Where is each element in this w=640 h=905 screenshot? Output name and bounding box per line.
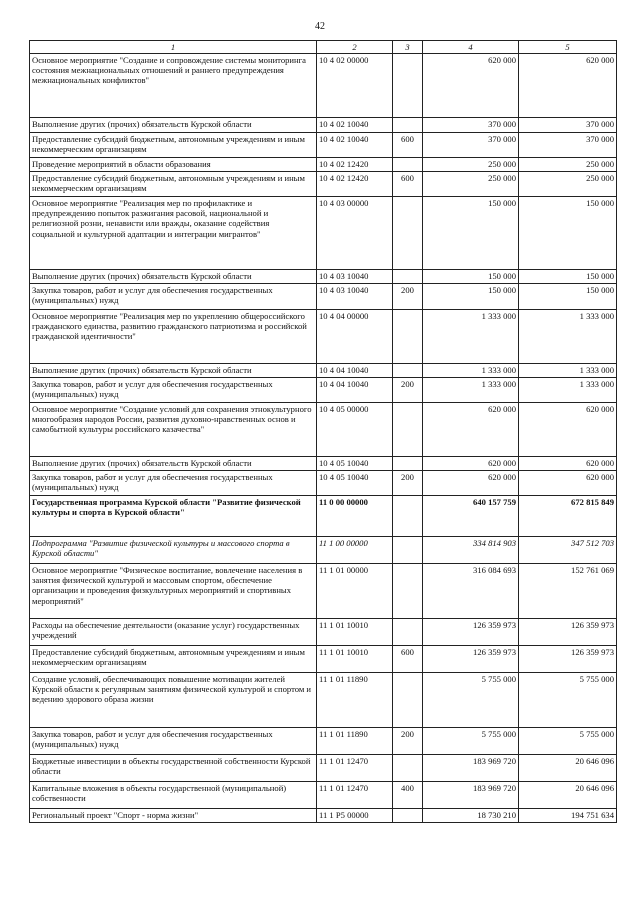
row-amount-year1-cell: 1 333 000 [423, 310, 519, 364]
row-amount-year1-cell: 640 157 759 [423, 496, 519, 537]
row-amount-year2-cell: 194 751 634 [519, 809, 617, 823]
row-expense-type-cell [393, 537, 423, 564]
row-name-cell: Основное мероприятие "Создание условий для сохранения этнокультурного многообразия народов России, развития духовно-нравственных основ и самобытной культуры российского казачества" [30, 403, 317, 457]
row-expense-type-cell [393, 673, 423, 728]
row-amount-year2-cell: 1 333 000 [519, 378, 617, 403]
table-row [30, 619, 617, 646]
table-row [30, 728, 617, 755]
row-expense-type-cell: 200 [393, 728, 423, 755]
table-row [30, 471, 617, 496]
row-code-cell: 11 1 01 11890 [317, 728, 393, 755]
row-amount-year1-cell: 620 000 [423, 54, 519, 118]
row-expense-type-cell [393, 403, 423, 457]
row-amount-year1-cell: 334 814 903 [423, 537, 519, 564]
row-code-cell: 10 4 05 10040 [317, 471, 393, 496]
row-amount-year1-cell: 620 000 [423, 471, 519, 496]
row-expense-type-cell [393, 619, 423, 646]
table-row [30, 378, 617, 403]
row-name-cell: Выполнение других (прочих) обязательств Курской области [30, 118, 317, 133]
row-amount-year1-cell: 18 730 210 [423, 809, 519, 823]
row-name-cell: Основное мероприятие "Создание и сопровождение системы мониторинга состояния межнациональных отношений и раннего предупреждения межнациональных конфликтов" [30, 54, 317, 118]
row-amount-year1-cell: 250 000 [423, 172, 519, 197]
row-name-cell: Выполнение других (прочих) обязательств Курской области [30, 364, 317, 378]
row-amount-year2-cell: 250 000 [519, 158, 617, 172]
row-amount-year2-cell: 1 333 000 [519, 364, 617, 378]
row-code-cell: 11 1 01 12470 [317, 782, 393, 809]
row-amount-year1-cell: 126 359 973 [423, 619, 519, 646]
table-row [30, 457, 617, 471]
row-amount-year2-cell: 150 000 [519, 197, 617, 270]
table-row [30, 284, 617, 310]
table-row [30, 755, 617, 782]
row-amount-year2-cell: 1 333 000 [519, 310, 617, 364]
row-expense-type-cell [393, 118, 423, 133]
row-code-cell: 11 1 P5 00000 [317, 809, 393, 823]
row-name-cell: Расходы на обеспечение деятельности (оказание услуг) государственных учреждений [30, 619, 317, 646]
row-name-cell: Закупка товаров, работ и услуг для обеспечения государственных (муниципальных) нужд [30, 728, 317, 755]
row-expense-type-cell: 200 [393, 284, 423, 310]
row-amount-year2-cell: 126 359 973 [519, 646, 617, 673]
row-name-cell: Создание условий, обеспечивающих повышение мотивации жителей Курской области к регулярным занятиям физической культурой и спортом и ведению здорового образа жизни [30, 673, 317, 728]
row-expense-type-cell: 400 [393, 782, 423, 809]
row-expense-type-cell: 600 [393, 646, 423, 673]
row-amount-year1-cell: 316 084 693 [423, 564, 519, 619]
row-code-cell: 11 1 01 10010 [317, 646, 393, 673]
row-name-cell: Закупка товаров, работ и услуг для обеспечения государственных (муниципальных) нужд [30, 471, 317, 496]
row-amount-year2-cell: 370 000 [519, 133, 617, 158]
row-amount-year1-cell: 250 000 [423, 158, 519, 172]
row-name-cell: Региональный проект "Спорт - норма жизни" [30, 809, 317, 823]
row-amount-year1-cell: 620 000 [423, 457, 519, 471]
row-expense-type-cell [393, 197, 423, 270]
row-code-cell: 10 4 05 10040 [317, 457, 393, 471]
row-amount-year1-cell: 5 755 000 [423, 673, 519, 728]
row-amount-year1-cell: 183 969 720 [423, 755, 519, 782]
row-amount-year1-cell: 150 000 [423, 197, 519, 270]
row-amount-year2-cell: 620 000 [519, 471, 617, 496]
row-amount-year1-cell: 1 333 000 [423, 378, 519, 403]
header-col-4: 4 [423, 41, 519, 54]
row-code-cell: 11 1 01 00000 [317, 564, 393, 619]
table-row [30, 118, 617, 133]
row-code-cell: 10 4 04 10040 [317, 378, 393, 403]
table-row [30, 364, 617, 378]
row-amount-year1-cell: 126 359 973 [423, 646, 519, 673]
row-name-cell: Проведение мероприятий в области образования [30, 158, 317, 172]
header-col-1: 1 [30, 41, 317, 54]
row-name-cell: Капитальные вложения в объекты государственной (муниципальной) собственности [30, 782, 317, 809]
table-row [30, 673, 617, 728]
table-row [30, 310, 617, 364]
row-amount-year2-cell: 620 000 [519, 457, 617, 471]
row-amount-year1-cell: 150 000 [423, 284, 519, 310]
row-amount-year2-cell: 152 761 069 [519, 564, 617, 619]
table-row [30, 403, 617, 457]
row-expense-type-cell [393, 457, 423, 471]
row-name-cell: Закупка товаров, работ и услуг для обеспечения государственных (муниципальных) нужд [30, 378, 317, 403]
row-amount-year2-cell: 620 000 [519, 403, 617, 457]
row-name-cell: Выполнение других (прочих) обязательств Курской области [30, 270, 317, 284]
row-amount-year2-cell: 20 646 096 [519, 755, 617, 782]
table-row [30, 782, 617, 809]
table-row [30, 197, 617, 270]
row-code-cell: 11 0 00 00000 [317, 496, 393, 537]
row-code-cell: 10 4 03 10040 [317, 284, 393, 310]
row-name-cell: Бюджетные инвестиции в объекты государственной собственности Курской области [30, 755, 317, 782]
table-row [30, 564, 617, 619]
row-amount-year1-cell: 1 333 000 [423, 364, 519, 378]
row-name-cell: Закупка товаров, работ и услуг для обеспечения государственных (муниципальных) нужд [30, 284, 317, 310]
row-expense-type-cell [393, 809, 423, 823]
header-col-2: 2 [317, 41, 393, 54]
row-amount-year2-cell: 126 359 973 [519, 619, 617, 646]
row-amount-year1-cell: 620 000 [423, 403, 519, 457]
row-amount-year1-cell: 370 000 [423, 133, 519, 158]
row-expense-type-cell [393, 158, 423, 172]
table-row [30, 270, 617, 284]
row-code-cell: 10 4 03 00000 [317, 197, 393, 270]
row-name-cell: Основное мероприятие "Реализация мер по профилактике и предупреждению попыток разжигания расовой, национальной и религиозной розни, ненависти или вражды, оказание содействия социальной и культурной адаптации и интеграции мигрантов" [30, 197, 317, 270]
row-expense-type-cell: 600 [393, 133, 423, 158]
row-amount-year2-cell: 347 512 703 [519, 537, 617, 564]
row-code-cell: 10 4 03 10040 [317, 270, 393, 284]
row-expense-type-cell: 600 [393, 172, 423, 197]
row-amount-year2-cell: 150 000 [519, 270, 617, 284]
table-row [30, 54, 617, 118]
row-name-cell: Основное мероприятие "Реализация мер по укреплению общероссийского гражданского единства, развитию гражданского патриотизма и российской гражданской идентичности" [30, 310, 317, 364]
row-expense-type-cell [393, 310, 423, 364]
row-amount-year1-cell: 370 000 [423, 118, 519, 133]
row-code-cell: 10 4 02 10040 [317, 133, 393, 158]
row-expense-type-cell [393, 755, 423, 782]
row-amount-year2-cell: 672 815 849 [519, 496, 617, 537]
table-row [30, 537, 617, 564]
row-amount-year1-cell: 150 000 [423, 270, 519, 284]
row-code-cell: 10 4 04 00000 [317, 310, 393, 364]
header-col-3: 3 [393, 41, 423, 54]
row-expense-type-cell [393, 496, 423, 537]
row-name-cell: Подпрограмма "Развитие физической культуры и массового спорта в Курской области" [30, 537, 317, 564]
row-code-cell: 11 1 00 00000 [317, 537, 393, 564]
row-expense-type-cell [393, 270, 423, 284]
row-code-cell: 10 4 02 10040 [317, 118, 393, 133]
row-expense-type-cell [393, 54, 423, 118]
row-name-cell: Предоставление субсидий бюджетным, автономным учреждениям и иным некоммерческим организациям [30, 646, 317, 673]
row-expense-type-cell: 200 [393, 378, 423, 403]
table-header-row [30, 41, 617, 54]
row-amount-year2-cell: 20 646 096 [519, 782, 617, 809]
row-code-cell: 10 4 02 12420 [317, 172, 393, 197]
row-expense-type-cell: 200 [393, 471, 423, 496]
row-name-cell: Предоставление субсидий бюджетным, автономным учреждениям и иным некоммерческим организациям [30, 172, 317, 197]
header-col-5: 5 [519, 41, 617, 54]
table-row [30, 809, 617, 823]
table-row [30, 496, 617, 537]
row-amount-year2-cell: 5 755 000 [519, 728, 617, 755]
row-amount-year2-cell: 620 000 [519, 54, 617, 118]
row-name-cell: Государственная программа Курской области "Развитие физической культуры и спорта в Курской области" [30, 496, 317, 537]
row-expense-type-cell [393, 364, 423, 378]
row-amount-year1-cell: 183 969 720 [423, 782, 519, 809]
row-amount-year1-cell: 5 755 000 [423, 728, 519, 755]
row-code-cell: 11 1 01 11890 [317, 673, 393, 728]
row-code-cell: 11 1 01 12470 [317, 755, 393, 782]
row-code-cell: 10 4 04 10040 [317, 364, 393, 378]
row-code-cell: 11 1 01 10010 [317, 619, 393, 646]
row-name-cell: Предоставление субсидий бюджетным, автономным учреждениям и иным некоммерческим организациям [30, 133, 317, 158]
row-expense-type-cell [393, 564, 423, 619]
table-row [30, 158, 617, 172]
row-name-cell: Основное мероприятие "Физическое воспитание, вовлечение населения в занятия физической культурой и массовым спортом, обеспечение организации и проведения физкультурных мероприятий и спортивных мероприятий" [30, 564, 317, 619]
row-code-cell: 10 4 02 00000 [317, 54, 393, 118]
table-row [30, 646, 617, 673]
row-name-cell: Выполнение других (прочих) обязательств Курской области [30, 457, 317, 471]
row-amount-year2-cell: 5 755 000 [519, 673, 617, 728]
budget-table [29, 40, 617, 823]
page-number: 42 [315, 21, 325, 32]
table-row [30, 133, 617, 158]
row-code-cell: 10 4 05 00000 [317, 403, 393, 457]
row-amount-year2-cell: 250 000 [519, 172, 617, 197]
table-row [30, 172, 617, 197]
row-code-cell: 10 4 02 12420 [317, 158, 393, 172]
row-amount-year2-cell: 370 000 [519, 118, 617, 133]
row-amount-year2-cell: 150 000 [519, 284, 617, 310]
